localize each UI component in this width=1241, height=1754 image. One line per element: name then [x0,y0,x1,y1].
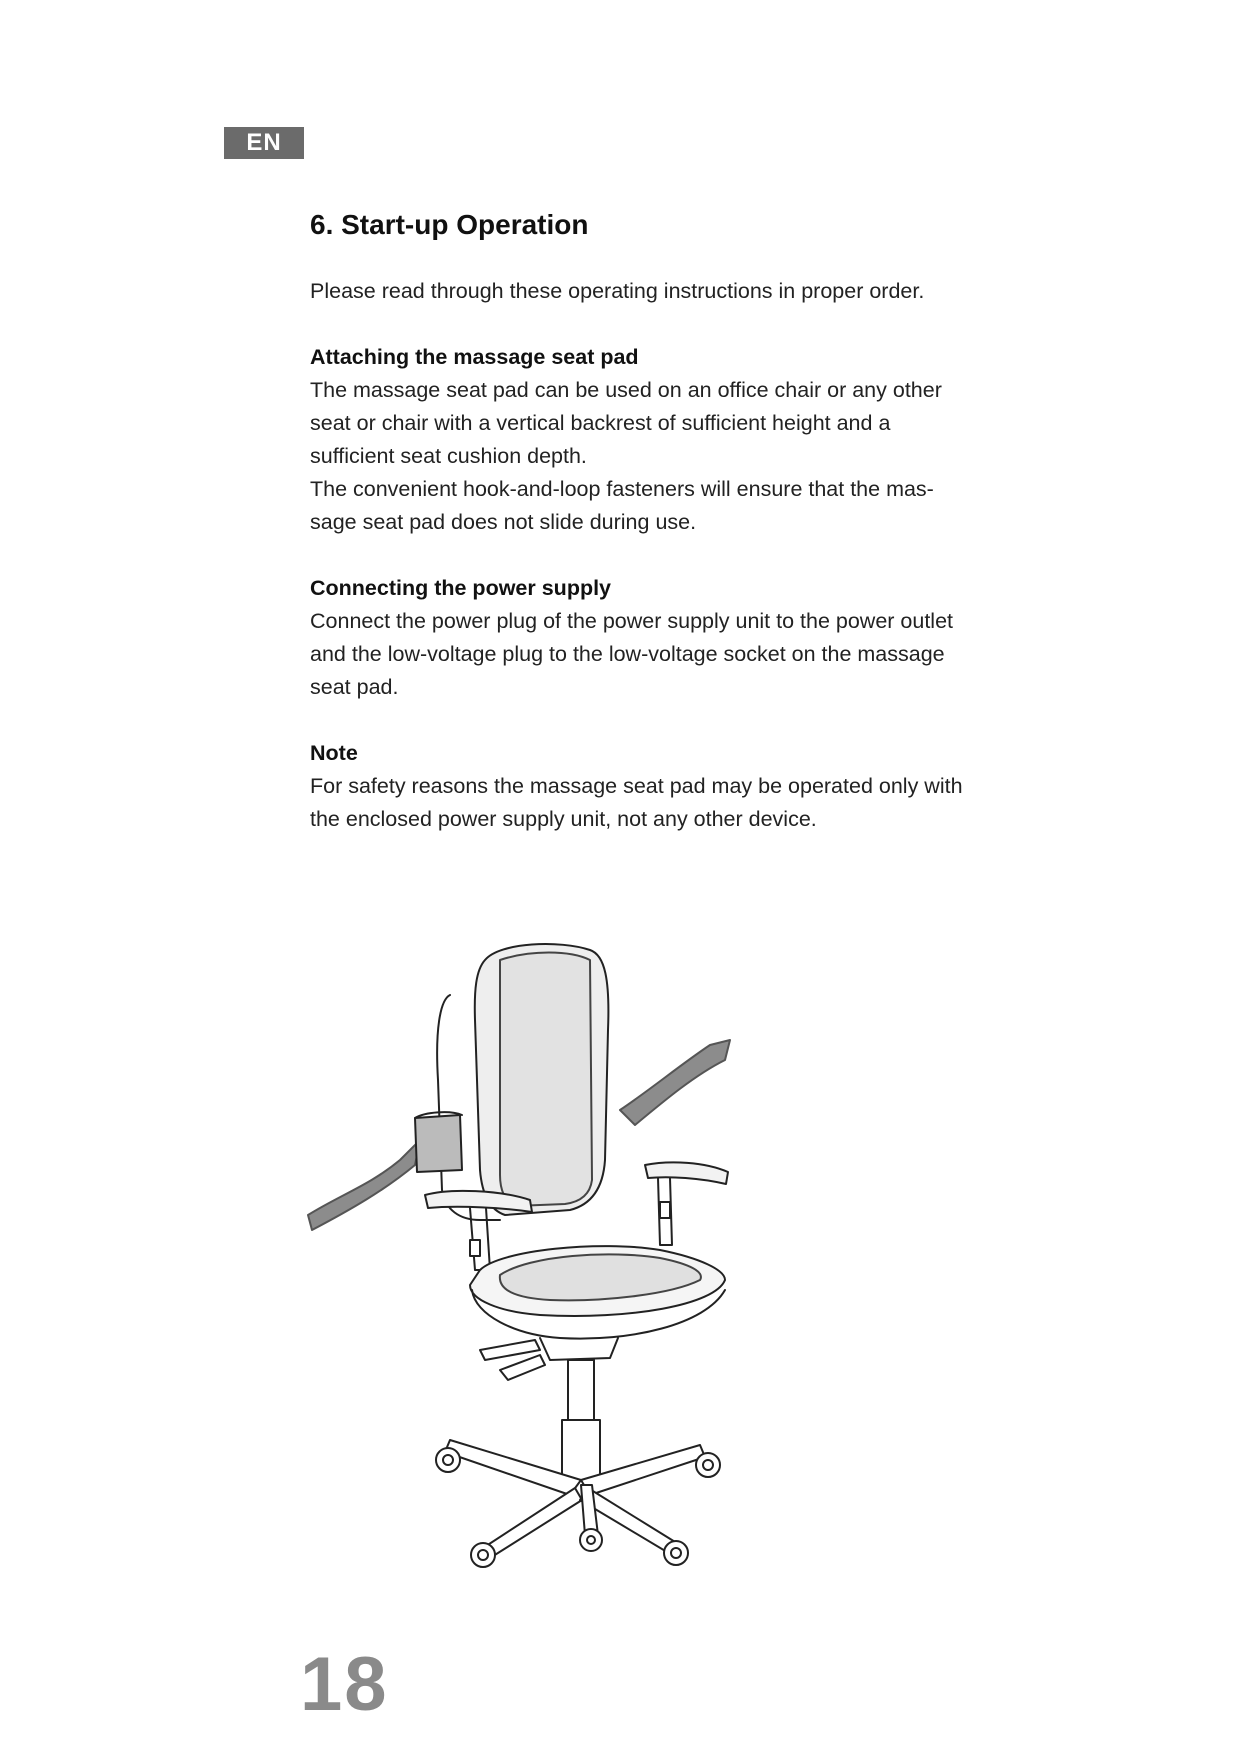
chair-figure [300,940,800,1575]
section-connecting-power [310,572,970,704]
section-paragraph: For safety reasons the massage seat pad may be operated only with the enclosed power supply unit, not any other device. [310,774,963,831]
section-title: 6. Start-up Operation [310,209,589,240]
section-paragraph: The massage seat pad can be used on an office chair or any other seat or chair with a vertical backrest of sufficient height and a sufficient seat cushion depth. [310,378,942,468]
section-attaching-seat-pad [310,341,970,539]
main-content [310,205,970,836]
section-note [310,737,970,836]
section-heading: Connecting the power supply [310,576,612,600]
section-heading: Attaching the massage seat pad [310,345,639,369]
language-tab-en: EN [224,127,304,159]
intro-text: Please read through these operating instructions in proper order. [310,279,925,303]
section-paragraph: Connect the power plug of the power supply unit to the power outlet and the low-voltage plug to the low-voltage socket on the massage seat pad. [310,609,954,699]
page-number: 18 [300,1642,389,1727]
section-paragraph: The convenient hook-and-loop fasteners will ensure that the mas-sage seat pad does not slide during use. [310,477,934,534]
office-chair-with-massage-seat-pad-icon [300,940,800,1575]
section-heading: Note [310,741,358,765]
